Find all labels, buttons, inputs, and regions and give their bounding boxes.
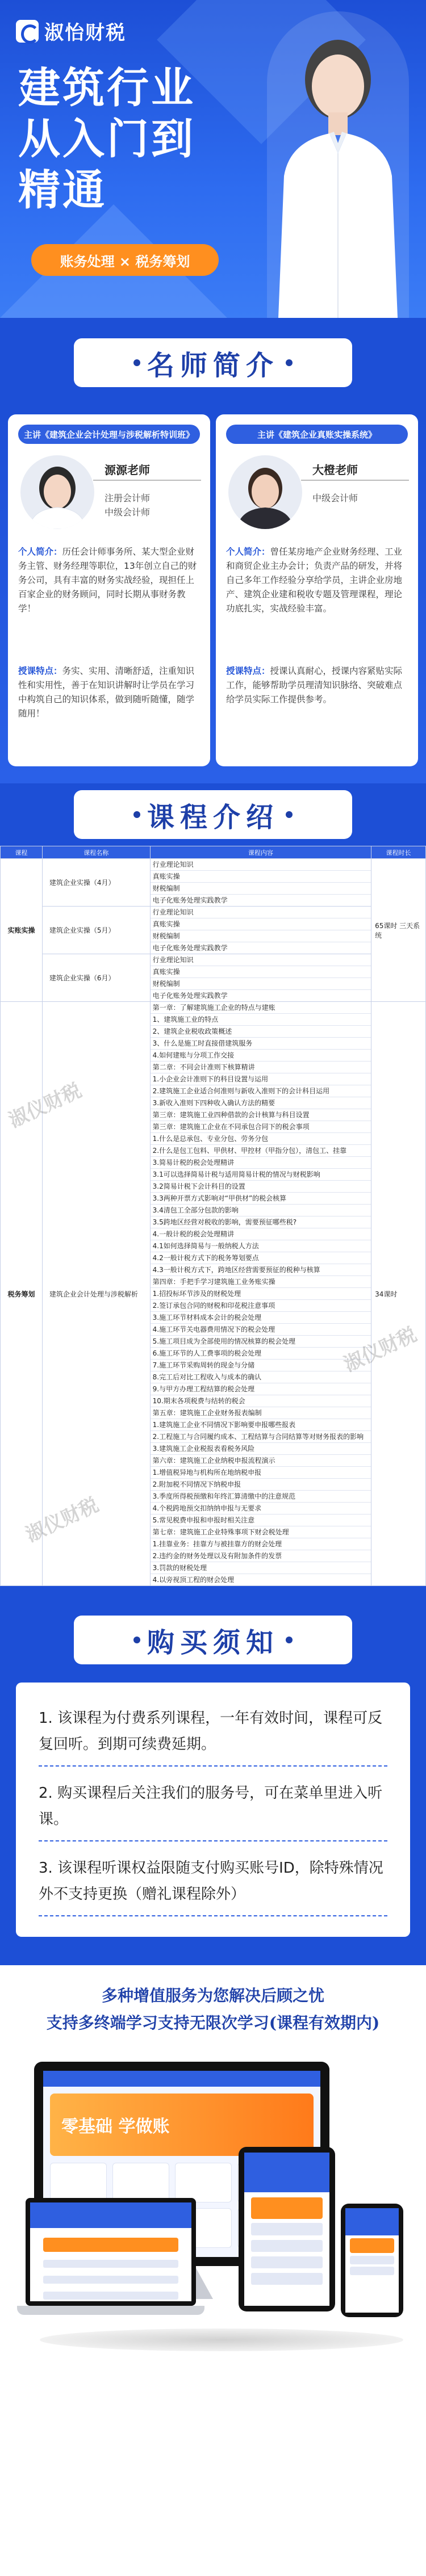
course-content-item: 3.3两种开票方式影响对“甲供材”的税会核算	[151, 1193, 371, 1205]
course-content	[150, 1002, 371, 1586]
course-content-item: 真账实操	[151, 966, 371, 978]
course-content-item: 3.简易计税的税会处理精讲	[151, 1157, 371, 1169]
course-content-item: 2、建筑企业税收政策概述	[151, 1026, 371, 1038]
teacher-avatar	[228, 455, 302, 529]
section-title: 课程介绍	[147, 801, 279, 833]
course-content-item: 1.挂靠业务：挂靠方与被挂靠方的财会处理	[151, 1538, 371, 1550]
course-content-item: 行业理论知识	[151, 907, 371, 918]
course-content-item: 1.增值税异地与机构所在地纳税申报	[151, 1467, 371, 1479]
notice-section	[0, 1671, 426, 1965]
course-content-item: 4.个税跨地预交扣纳纳申报与无要求	[151, 1503, 371, 1514]
course-content-item: 3.建筑施工企业税报表看税务风险	[151, 1443, 371, 1455]
course-content-item: 第三章：建筑施工企业在不同承包合同下的税会事项	[151, 1121, 371, 1133]
teacher-intro-label: 个人简介：	[226, 547, 270, 557]
hero-title-line: 建筑行业	[18, 64, 195, 112]
section-banner	[74, 1616, 352, 1664]
course-content-item: 行业理论知识	[151, 859, 371, 871]
brand-logo-icon	[16, 20, 39, 43]
teacher-style-label: 授课特点：	[18, 666, 62, 676]
teacher-role: 中级会计师	[312, 493, 358, 504]
course-content-item: 3.4清包工全部分包款的影响	[151, 1205, 371, 1216]
course-name: 建筑企业实操（5月）	[42, 907, 150, 954]
laptop	[17, 2198, 204, 2323]
section-banner	[74, 790, 352, 839]
phone	[341, 2204, 403, 2317]
brand-logo	[16, 17, 126, 45]
course-content-item: 3.2简易计税下会计科目的设置	[151, 1181, 371, 1193]
course-duration: 34课时	[371, 1002, 426, 1586]
divider	[93, 480, 201, 481]
teacher-role: 中级会计师	[105, 507, 151, 518]
table-header-row	[1, 846, 426, 859]
hero-title-line: 从入门到	[18, 115, 195, 163]
teacher-name: 源源老师	[105, 463, 150, 477]
brand-name: 淑怡财税	[44, 22, 126, 44]
teacher-course-tag: 主讲《建筑企业真账实操系统》	[226, 425, 408, 444]
course-content-item: 2.什么是包工包料、甲供材、甲控材（甲指分包），清包工、挂靠	[151, 1145, 371, 1157]
notice-item: 2. 购买课程后关注我们的服务号，可在菜单里进入听课。	[39, 1780, 387, 1841]
course-content-item: 2.建筑施工企业适合何准则与新收入准则下的会计科目运用	[151, 1085, 371, 1097]
table-header-cell: 课程	[1, 846, 43, 859]
course-content-item: 第三章：建筑施工业四种借款的会计核算与科目设置	[151, 1109, 371, 1121]
bullet-dot-icon	[133, 359, 140, 366]
course-content-item: 4.2一般计税方式下的税务筹划要点	[151, 1252, 371, 1264]
teacher-name: 大橙老师	[312, 463, 358, 477]
service-section	[0, 1965, 426, 2397]
course-table	[0, 846, 426, 1586]
tablet	[239, 2147, 335, 2311]
course-content-item: 第七章：建筑施工企业特殊事项下财会税处理	[151, 1526, 371, 1538]
teacher-portrait	[267, 11, 409, 318]
teacher-style	[226, 664, 409, 707]
course-content-item: 1、建筑施工业的特点	[151, 1014, 371, 1026]
notice-item: 3. 该课程听课权益限随支付购买账号ID，除特殊情况外不支持更换（赠礼课程除外）	[39, 1855, 387, 1916]
teacher-style	[18, 664, 201, 721]
section-title: 购买须知	[147, 1626, 279, 1659]
course-content-item: 第五章：建筑施工企业财务报表编制	[151, 1407, 371, 1419]
course-content-item: 财税编制	[151, 978, 371, 990]
course-content-item: 真账实操	[151, 918, 371, 930]
course-table-wrapper	[0, 846, 426, 1586]
bullet-dot-icon	[286, 1637, 293, 1643]
course-category: 税务筹划	[1, 1002, 43, 1586]
divider	[301, 480, 409, 481]
notice-card	[16, 1683, 410, 1937]
hero-badge: 账务处理 × 税务筹划	[31, 244, 219, 276]
bullet-dot-icon	[133, 811, 140, 818]
course-content-item: 4.以旁视顶工程的财会处理	[152, 1576, 235, 1584]
course-content-item: 第一章：了解建筑施工企业的特点与建账	[151, 1002, 371, 1014]
course-content-item: 真账实操	[151, 871, 371, 883]
teacher-style-text: 授课认真耐心，授课内容紧贴实际工作，能够帮助学员理清知识脉络、突破难点给学员实际工作提供参考。	[226, 666, 403, 704]
course-content-item: 第二章：不同会计准则下核算精讲	[151, 1062, 371, 1073]
course-name: 建筑企业会计处理与涉税解析	[42, 1002, 150, 1586]
course-content-item: 9.与甲方办理工程结算的税会处理	[151, 1383, 371, 1395]
table-row	[1, 1002, 426, 1586]
screen-banner-text: 零基础 学做账	[61, 2117, 170, 2137]
course-content-item: 4.1如何选择简易与一般纳税人方法	[151, 1240, 371, 1252]
service-headline: 多种增值服务为您解决后顾之忧	[101, 1986, 324, 2005]
section-title: 名师简介	[147, 349, 279, 381]
course-content-item: 4.施工环节关电器费用情况下的税会处理	[151, 1324, 371, 1336]
watermark: 淑仪财税	[5, 1079, 85, 1132]
service-subline: 支持多终端学习支持无限次学习(课程有效期内)	[46, 2013, 380, 2032]
course-content-item: 1.小企业会计准则下的科目设置与运用	[151, 1073, 371, 1085]
course-table-body	[1, 859, 426, 1586]
course-content-item: 行业理论知识	[151, 954, 371, 966]
hero-title-line: 精通	[18, 166, 107, 215]
course-content-item: 10.期末各项税费与结转的税会	[151, 1395, 371, 1407]
course-duration: 65课时 三天系统	[371, 859, 426, 1002]
course-content-item: 3、什么是施工时直接借建筑服务	[151, 1038, 371, 1050]
course-content-item: 5.施工项目成为全部使用的情况核算的税会处理	[151, 1336, 371, 1348]
course-content-item: 1.什么是总承包、专业分包、劳务分包	[151, 1133, 371, 1145]
course-name: 建筑企业实操（4月）	[42, 859, 150, 907]
section-banner	[74, 338, 352, 387]
course-content-item: 财税编制	[151, 883, 371, 895]
course-content-item: 3.施工环节材料成本会计的税会处理	[151, 1312, 371, 1324]
course-category: 实账实操	[1, 859, 43, 1002]
course-content-item: 3.5跨地区经营对税收的影响，需要预征哪些税?	[151, 1216, 371, 1228]
course-content-item: 2.附加税不同情况下纳税申报	[151, 1479, 371, 1491]
course-content-item: 6.施工环节的人工费事项的税会处理	[151, 1348, 371, 1360]
course-content-item: 2.违约金的财务处理以及有附加条件的发票	[151, 1550, 371, 1562]
course-content	[150, 859, 371, 907]
notice-item: 1. 该课程为付费系列课程，一年有效时间，课程可反复回听。到期可续费延期。	[39, 1705, 387, 1767]
course-content-item: 电子化账务处理实践教学	[152, 896, 228, 904]
course-content-item: 3.罚款的财税处理	[151, 1562, 371, 1574]
table-header-cell: 课程内容	[150, 846, 371, 859]
course-content-item: 电子化账务处理实践教学	[152, 944, 228, 952]
table-row	[1, 907, 426, 954]
course-content-item: 4.如何建账与分项工作交接	[151, 1050, 371, 1062]
course-content-item: 4.3一般计税方式下，跨地区经营需要预征的税种与核算	[151, 1264, 371, 1276]
course-content-item: 1.招投标环节涉及的财税处理	[151, 1288, 371, 1300]
teacher-role: 注册会计师	[105, 493, 151, 504]
section-notice-header	[0, 1609, 426, 1671]
section-teachers-header	[0, 318, 426, 414]
teacher-intro	[18, 545, 201, 616]
teacher-course-tag: 主讲《建筑企业会计处理与涉税解析特训班》	[18, 425, 200, 444]
section-course-header	[0, 783, 426, 846]
course-content-item: 第六章：建筑施工企业纳税申报流程演示	[151, 1455, 371, 1467]
teacher-style-text: 务实、实用、清晰舒适，注重知识性和实用性，善于在知识讲解时让学员在学习中构筑自己的知识体系，做到随听随懂，随学随用！	[18, 666, 195, 719]
course-content-item: 3.新收入准则下四种收入确认方法的精要	[151, 1097, 371, 1109]
course-content-item: 1.建筑施工企业不同情况下影响要申报哪些报表	[151, 1419, 371, 1431]
course-content-item: 第四章：手把手学习建筑施工业务账实操	[151, 1276, 371, 1288]
table-row	[1, 954, 426, 1002]
teacher-avatar	[20, 455, 94, 529]
teacher-intro	[226, 545, 409, 616]
bullet-dot-icon	[133, 1637, 140, 1643]
teacher-card	[216, 414, 418, 766]
course-content-item: 2.工程施工与合同履约成本、工程结算与合同结算等对财务报表的影响	[151, 1431, 371, 1443]
table-header-cell: 课程名称	[42, 846, 150, 859]
course-content-item: 8.完工后对比工程收入与成本的确认	[151, 1371, 371, 1383]
course-content-item: 7.施工环节采购周转的现金与分储	[151, 1360, 371, 1371]
teacher-intro-label: 个人简介：	[18, 547, 62, 557]
course-content-item: 3.1可以选择简易计税与适用简易计税的情况与财税影响	[151, 1169, 371, 1181]
table-header-cell: 课程时长	[371, 846, 426, 859]
table-row	[1, 859, 426, 907]
bullet-dot-icon	[286, 359, 293, 366]
course-content-item: 电子化账务处理实践教学	[152, 992, 228, 1000]
hero	[0, 0, 426, 318]
course-content-item: 3.季度所得税预缴和年终汇算清缴中的注意规范	[151, 1491, 371, 1503]
teacher-intro-text: 历任会计师事务所、某大型企业财务主管、财务经理等职位，13年创立自己的财务公司，具有丰富的财务实战经验，现担任上百家企业的财务顾问，同时长期从事财务教学！	[18, 547, 197, 614]
course-content-item: 4.一般计税的税会处理精讲	[151, 1228, 371, 1240]
course-content-item: 5.常见税费申报和申报时相关注意	[151, 1514, 371, 1526]
teacher-card	[8, 414, 210, 766]
teachers-section	[0, 414, 426, 783]
course-content-item: 2.签订承包合同的财税和印花税注意事项	[151, 1300, 371, 1312]
course-section	[0, 846, 426, 1609]
bullet-dot-icon	[286, 811, 293, 818]
watermark: 淑仪财税	[22, 1493, 102, 1547]
teacher-style-label: 授课特点：	[226, 666, 270, 676]
watermark: 淑仪财税	[340, 1323, 420, 1377]
teacher-intro-text: 曾任某房地产企业财务经理、工业和商贸企业主办会计；负责产品的研发，并将自己多年工作经验分享给学员，主讲企业房地产、建筑企业建和税收专题及管理课程，理论功底扎实，实战经验丰富。	[226, 547, 403, 614]
course-content-item: 财税编制	[151, 930, 371, 942]
multi-device-illustration	[17, 2062, 409, 2368]
course-content	[150, 954, 371, 1002]
course-name: 建筑企业实操（6月）	[42, 954, 150, 1002]
course-content	[150, 907, 371, 954]
